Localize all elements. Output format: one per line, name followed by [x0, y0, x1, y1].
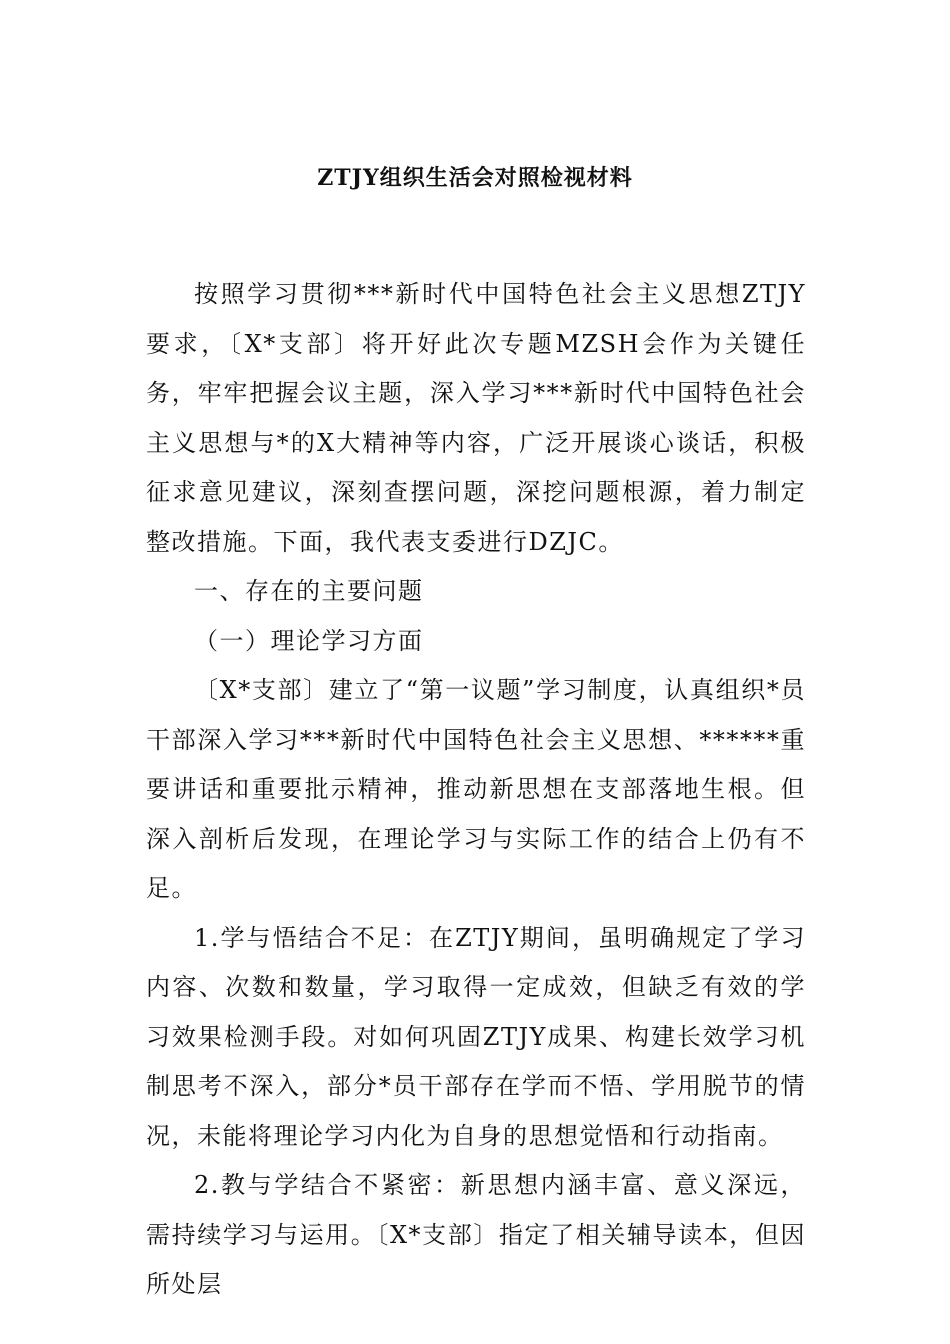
- body-paragraph: 1.学与悟结合不足：在ZTJY期间，虽明确规定了学习内容、次数和数量，学习取得一定成效，但缺乏有效的学习效果检测手段。对如何巩固ZTJY成果、构建长效学习机制思考不深入，部分*员干部存在学而不悟、学用脱节的情况，未能将理论学习内化为自身的思想觉悟和行动指南。: [146, 923, 806, 1150]
- section-heading: 一、存在的主要问题: [194, 577, 424, 605]
- body-paragraph: 〔X*支部〕建立了“第一议题”学习制度，认真组织*员干部深入学习***新时代中国特色社会主义思想、******重要讲话和重要批示精神，推动新思想在支部落地生根。但深入剖析后发现，在理论学习与实际工作的结合上仍有不足。: [146, 676, 806, 902]
- intro-paragraph: 按照学习贯彻***新时代中国特色社会主义思想ZTJY要求，〔X*支部〕将开好此次专题MZSH会作为关键任务，牢牢把握会议主题，深入学习***新时代中国特色社会主义思想与*的X大精神等内容，广泛开展谈心谈话，积极征求意见建议，深刻查摆问题，深挖问题根源，着力制定整改措施。下面，我代表支委进行DZJC。: [146, 280, 806, 556]
- document-title: ZTJY组织生活会对照检视材料: [317, 165, 633, 191]
- body-paragraph: 2.教与学结合不紧密：新思想内涵丰富、意义深远，需持续学习与运用。〔X*支部〕指定了相关辅导读本，但因所处层: [146, 1171, 806, 1298]
- document-body: [146, 270, 806, 1310]
- subsection-heading: （一）理论学习方面: [194, 626, 424, 655]
